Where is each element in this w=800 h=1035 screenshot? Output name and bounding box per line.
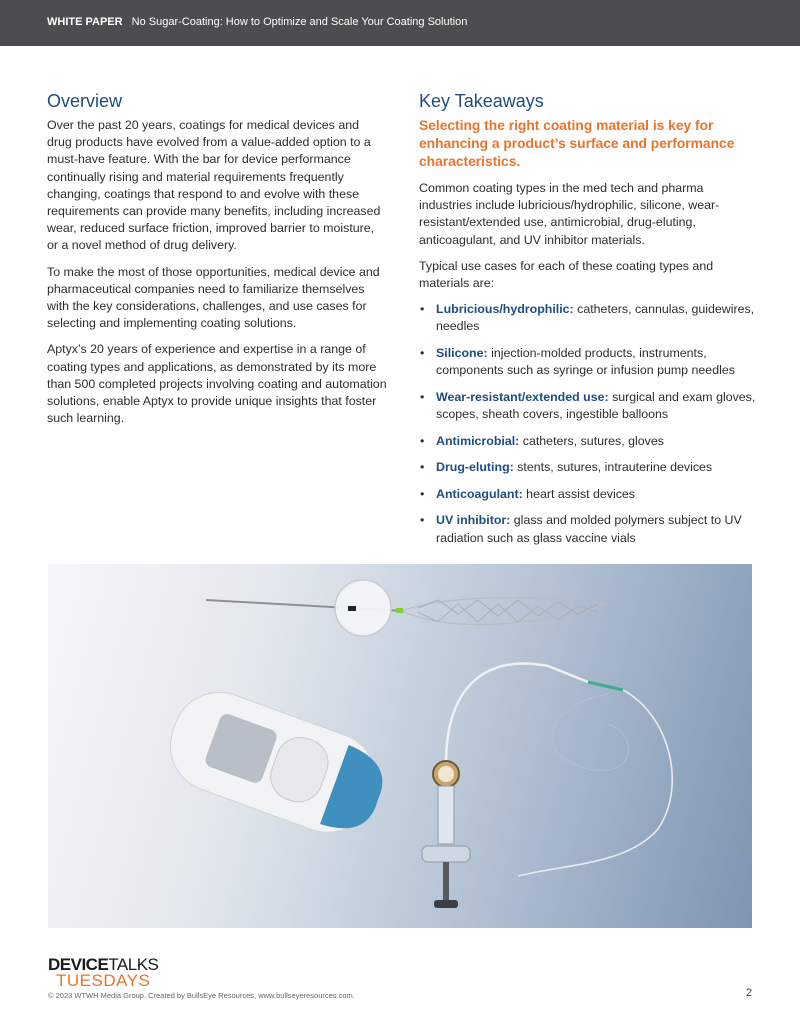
list-item (419, 486, 759, 503)
list-item-desc: heart assist devices (522, 486, 635, 501)
list-item (419, 389, 759, 423)
syringe-catheter-icon (422, 663, 672, 908)
list-item (419, 301, 759, 335)
takeaways-lead: Selecting the right coating material is key for enhancing a product’s surface and performance characteristics. (419, 118, 735, 169)
list-item-desc: injection-molded products, instruments, components such as syringe or infusion pump needles (436, 346, 735, 378)
list-item-term: Silicone: (436, 346, 488, 361)
overview-column (47, 91, 387, 436)
header-title: No Sugar-Coating: How to Optimize and Scale Your Coating Solution (131, 16, 468, 28)
list-item-desc: glass and molded polymers subject to UV radiation such as glass vaccine vials (436, 513, 742, 545)
takeaways-paragraph: Common coating types in the med tech and pharma industries include lubricious/hydrophilic, silicone, wear-resistant/extended use, antimicrobial, drug-eluting, anticoagulant, and UV inhibitor materials. (419, 181, 720, 247)
logo-line-2: TUESDAYS (56, 971, 151, 990)
list-item (419, 433, 759, 450)
use-case-list (419, 301, 759, 547)
list-item-term: Antimicrobial: (436, 433, 520, 448)
list-item-term: Drug-eluting: (436, 460, 514, 475)
list-item-term: UV inhibitor: (436, 513, 511, 528)
bullet-icon: • (420, 513, 425, 528)
page-number: 2 (746, 987, 753, 999)
takeaways-paragraph: Typical use cases for each of these coating types and materials are: (419, 258, 714, 291)
bullet-icon: • (420, 486, 425, 501)
takeaways-heading: Key Takeaways (419, 91, 544, 111)
bullet-icon: • (420, 460, 425, 475)
list-item (419, 345, 759, 379)
header-text (47, 16, 467, 28)
list-item-desc: stents, sutures, intrauterine devices (513, 460, 713, 475)
balloon-catheter-icon (206, 580, 608, 636)
header-bar (0, 0, 800, 46)
list-item-desc: catheters, cannulas, guidewires, needles (436, 302, 755, 334)
bullet-icon: • (420, 302, 425, 317)
list-item-desc: surgical and exam gloves, scopes, sheath covers, ingestible balloons (436, 389, 756, 422)
list-item (419, 512, 759, 546)
list-item-term: Wear-resistant/extended use: (436, 389, 609, 404)
medical-devices-photo (48, 564, 752, 928)
list-item (419, 459, 759, 476)
list-item-term: Lubricious/hydrophilic: (436, 302, 574, 317)
devicetalks-logo (48, 956, 158, 988)
overview-heading: Overview (47, 91, 123, 111)
list-item-desc: catheters, sutures, gloves (519, 433, 664, 448)
overview-paragraph: Over the past 20 years, coatings for medical devices and drug products have evolved from a value-added option to a must-have feature. With the bar for device performance continually rising and material requirements frequently changing, coatings that respond to and evolve with these requirements can provide many benefits, including increased wear, reduced surface friction, improved barrier to moisture, or a novel method of drug delivery. (47, 118, 381, 253)
copyright-text: © 2023 WTWH Media Group. Created by BullsEye Resources, www.bullseyeresources.com. (48, 991, 355, 1000)
list-item-term: Anticoagulant: (436, 486, 523, 501)
bullet-icon: • (420, 389, 425, 404)
header-label: WHITE PAPER (47, 16, 123, 28)
bullet-icon: • (420, 433, 425, 448)
logo-talks: TALKS (108, 955, 159, 974)
overview-paragraph: Aptyx’s 20 years of experience and expertise in a range of coating types and applications, as demonstrated by its more than 500 completed projects involving coating and automation solutions, enable Aptyx to provide unique insights that foster such learning. (47, 342, 387, 426)
bullet-icon: • (420, 346, 425, 361)
takeaways-column (419, 91, 759, 556)
logo-device: DEVICE (48, 955, 109, 974)
devices-illustration (48, 564, 752, 928)
overview-paragraph: To make the most of those opportunities, medical device and pharmaceutical companies need to familiarize themselves with the key considerations, challenges, and use cases for selecting and implementing coating solutions. (47, 264, 380, 331)
autoinjector-icon (158, 679, 395, 847)
